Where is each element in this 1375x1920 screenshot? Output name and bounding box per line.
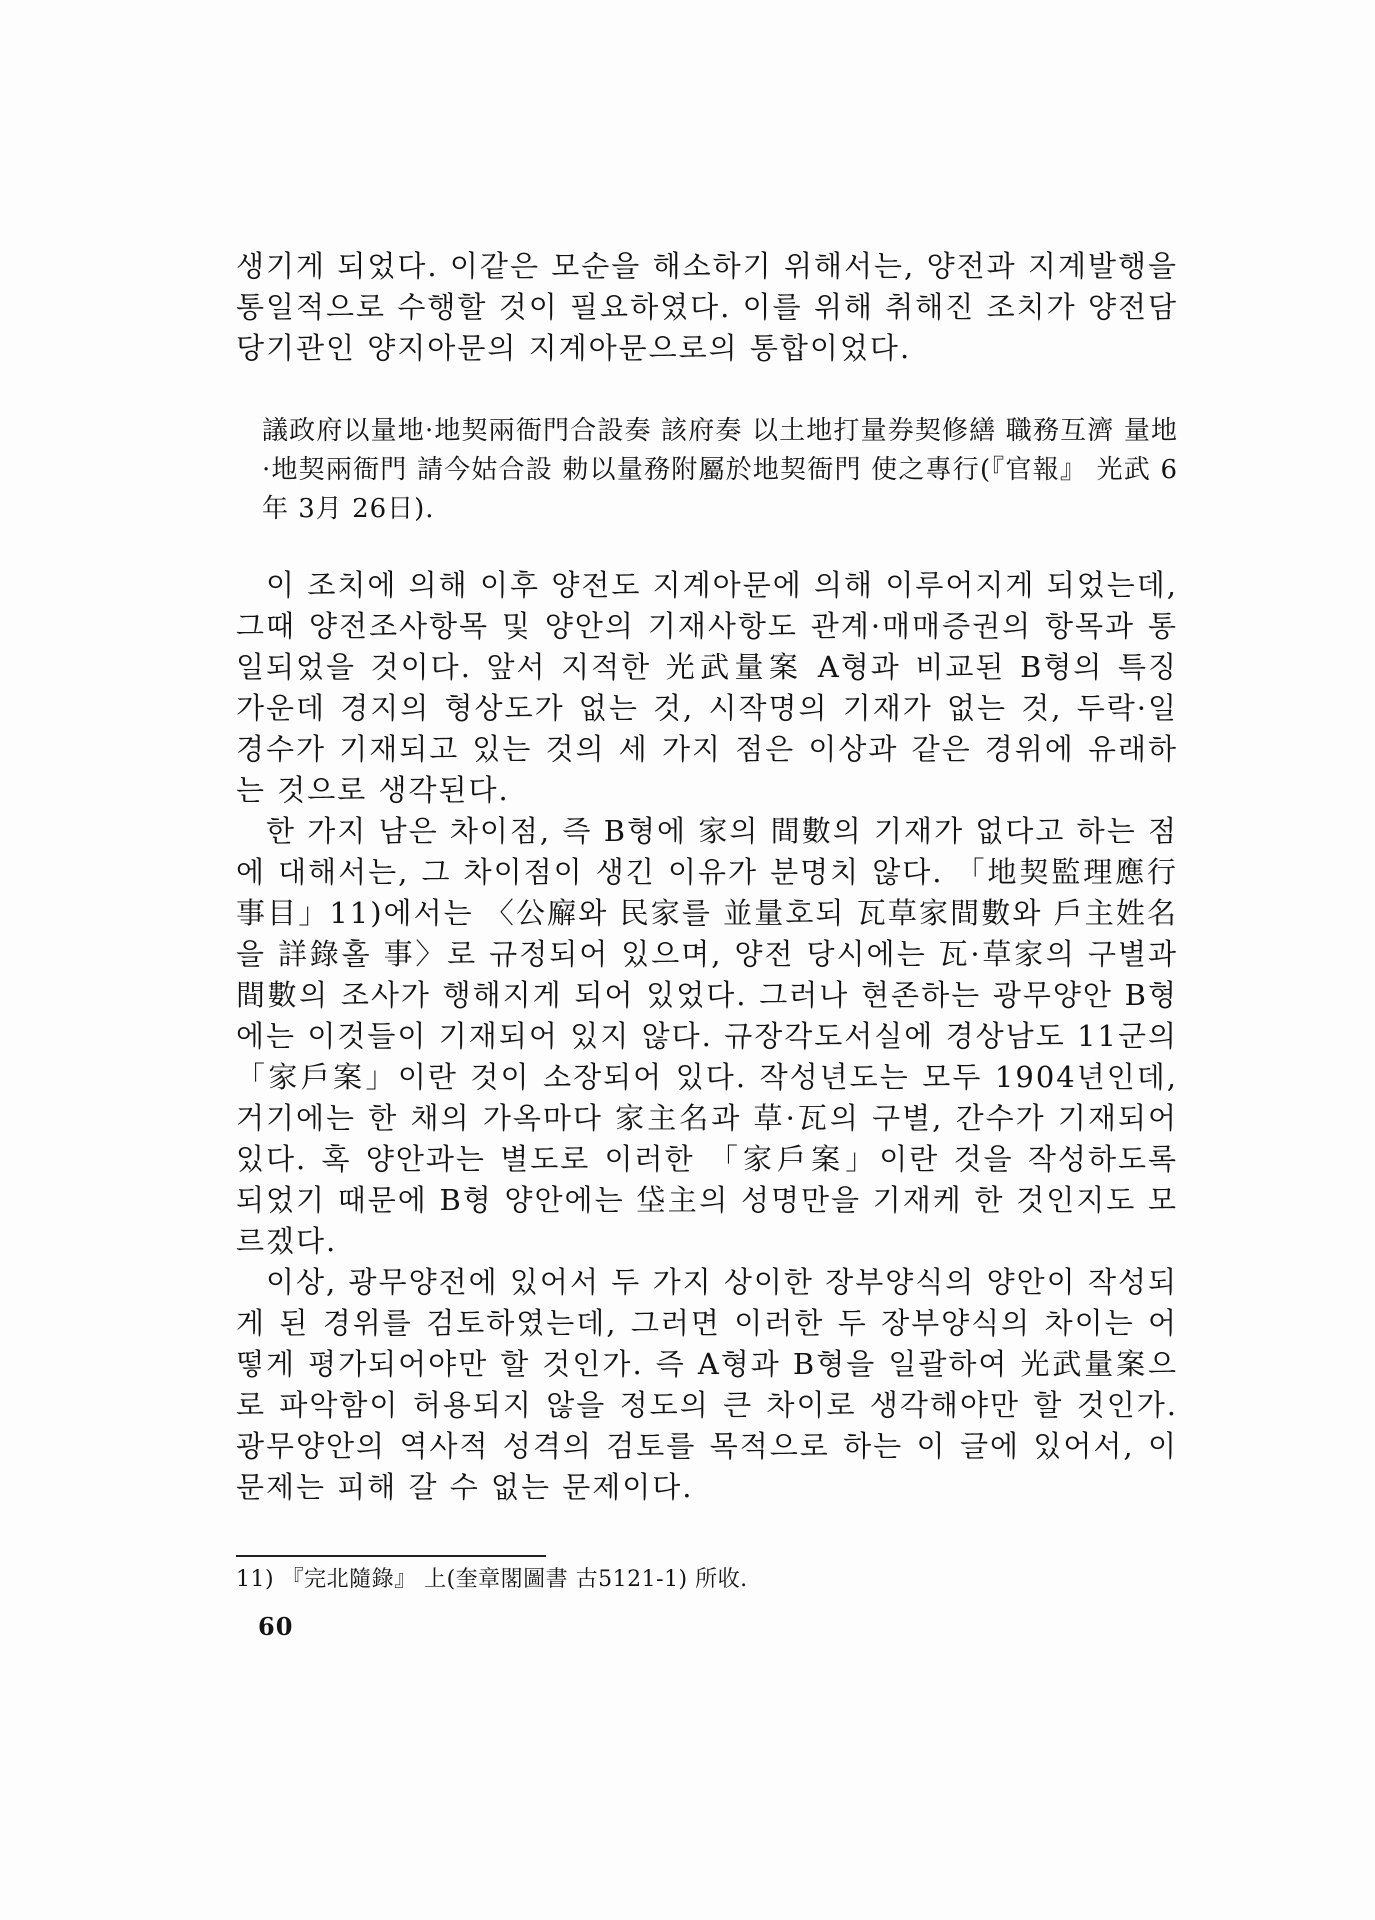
footnote-divider	[236, 1555, 546, 1557]
main-body	[236, 565, 1178, 1508]
body-paragraph: 이 조치에 의해 이후 양전도 지계아문에 의해 이루어지게 되었는데, 그때 양전조사항목 및 양안의 기재사항도 관계·매매증권의 항목과 통일되었을 것이다. 앞서 지적한 光武量案 A형과 비교된 B형의 특징 가운데 경지의 형상도가 없는 것, 시작명의 기재가 없는 것, 두락·일경수가 기재되고 있는 것의 세 가지 점은 이상과 같은 경위에 유래하는 것으로 생각된다.	[236, 568, 1178, 807]
intro-paragraph: 생기게 되었다. 이같은 모순을 해소하기 위해서는, 양전과 지계발행을 통일적으로 수행할 것이 필요하였다. 이를 위해 취해진 조치가 양전담당기관인 양지아문의 지계아문으로의 통합이었다.	[236, 249, 1178, 365]
quoted-source: 議政府以量地·地契兩衙門合設奏 該府奏 以土地打量券契修繕 職務互濟 量地·地契兩衙門 請今姑合設 勅以量務附屬於地契衙門 使之專行(『官報』 光武 6年 3月 26日).	[262, 416, 1178, 524]
body-paragraph: 이상, 광무양전에 있어서 두 가지 상이한 장부양식의 양안이 작성되게 된 경위를 검토하였는데, 그러면 이러한 두 장부양식의 차이는 어떻게 평가되어야만 할 것인가. 즉 A형과 B형을 일괄하여 光武量案으로 파악함이 허용되지 않을 정도의 큰 차이로 생각해야만 할 것인가. 광무양안의 역사적 성격의 검토를 목적으로 하는 이 글에 있어서, 이 문제는 피해 갈 수 없는 문제이다.	[236, 1265, 1178, 1504]
page-number: 60	[258, 1612, 294, 1641]
footnote: 11) 『完北隨錄』 上(奎章閣圖書 古5121-1) 所收.	[236, 1567, 748, 1592]
body-paragraph: 한 가지 남은 차이점, 즉 B형에 家의 間數의 기재가 없다고 하는 점에 대해서는, 그 차이점이 생긴 이유가 분명치 않다. 「地契監理應行事目」11)에서는 〈公廨와 民家를 並量호되 瓦草家間數와 戶主姓名을 詳錄홀 事〉로 규정되어 있으며, 양전 당시에는 瓦·草家의 구별과 間數의 조사가 행해지게 되어 있었다. 그러나 현존하는 광무양안 B형에는 이것들이 기재되어 있지 않다. 규장각도서실에 경상남도 11군의 「家戶案」이란 것이 소장되어 있다. 작성년도는 모두 1904년인데, 거기에는 한 채의 가옥마다 家主名과 草·瓦의 구별, 간수가 기재되어 있다. 혹 양안과는 별도로 이러한 「家戶案」이란 것을 작성하도록 되었기 때문에 B형 양안에는 垈主의 성명만을 기재케 한 것인지도 모르겠다.	[236, 814, 1178, 1258]
